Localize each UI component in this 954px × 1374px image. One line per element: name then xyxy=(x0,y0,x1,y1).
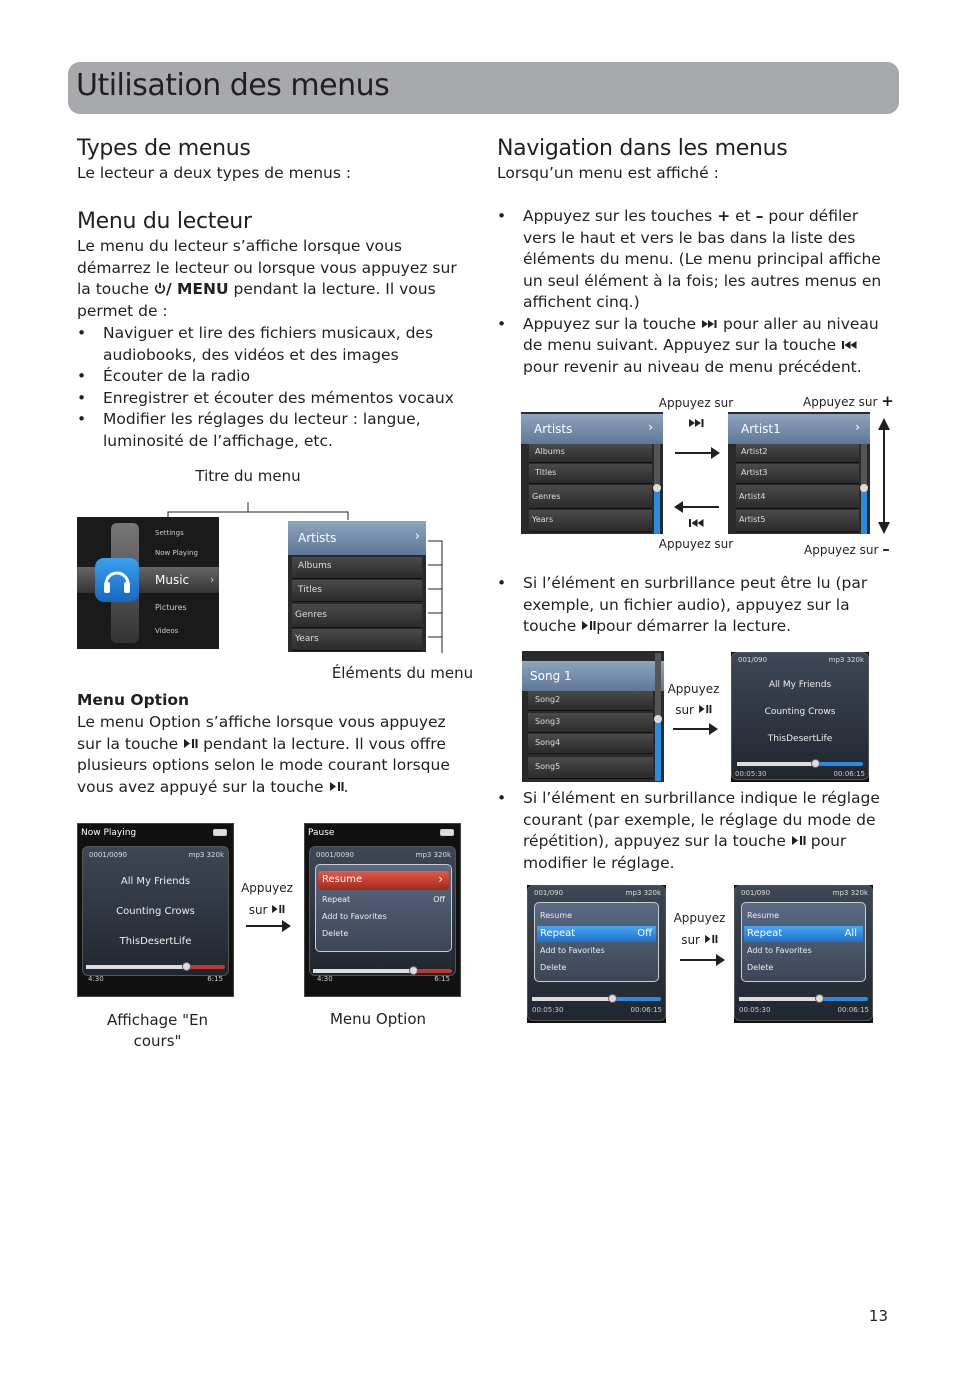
next-icon xyxy=(701,319,718,329)
track-format: mp3 320k xyxy=(625,889,661,897)
play-pause-icon xyxy=(791,835,806,846)
option-menu-text: Le menu Option s’affiche lorsque vous appuyez sur la touche pendant la lecture. Il vous offre plusieurs options selon le mode courant lorsque vous avez appuyé sur la touche . xyxy=(77,713,450,796)
arrow-left-icon xyxy=(676,506,719,508)
option-item-resume[interactable]: Resume › xyxy=(318,871,449,890)
menu-item[interactable]: Artist3 xyxy=(736,464,859,484)
repeat-value: Off xyxy=(433,895,445,904)
press-label: Appuyez sur xyxy=(667,682,720,717)
repeat-value: Off xyxy=(637,928,652,939)
menu-item[interactable]: Genres xyxy=(292,604,422,628)
track-number: 001/090 xyxy=(534,889,564,897)
track-format: mp3 320k xyxy=(415,851,451,859)
repeat-off-screen xyxy=(527,885,666,1023)
menu-item[interactable]: Years xyxy=(292,629,422,651)
battery-icon xyxy=(213,829,227,836)
option-item-repeat[interactable]: Repeat All xyxy=(744,926,863,942)
chevron-right-icon: › xyxy=(438,872,443,886)
option-popup xyxy=(741,902,866,982)
list-item: • Appuyez sur la touche pour aller au niveau de menu suivant. Appuyez sur la touche pour revenir au niveau de menu précédent. xyxy=(497,314,892,379)
list-item: • Écouter de la radio xyxy=(77,366,469,388)
press-previous-label: Appuyez sur xyxy=(656,517,736,551)
song-name: ThisDesertLife xyxy=(119,936,192,947)
screen-header: Now Playing xyxy=(81,828,137,838)
menu-item[interactable]: Song5 xyxy=(528,757,653,779)
nav-heading: Navigation dans les menus xyxy=(497,136,788,161)
chevron-right-icon: › xyxy=(210,573,215,586)
total-time: 00:06:15 xyxy=(833,770,865,778)
caption-option-menu: Menu Option xyxy=(329,1010,426,1028)
menu-item[interactable]: Song2 xyxy=(528,691,653,711)
list-item: • Naviguer et lire des fichiers musicaux, des audiobooks, des vidéos et des images xyxy=(77,323,469,366)
menu-title: Artists xyxy=(534,422,573,436)
menu-item[interactable]: Titles xyxy=(292,580,422,602)
menu-title: Artists xyxy=(298,531,337,545)
album-name: Counting Crows xyxy=(764,707,836,717)
chevron-right-icon: › xyxy=(855,420,860,434)
menu-item-videos[interactable]: Videos xyxy=(155,627,179,635)
option-item-resume[interactable]: Resume xyxy=(747,911,780,920)
repeat-value: All xyxy=(844,928,857,939)
play-pause-icon xyxy=(581,620,596,631)
page-title: Utilisation des menus xyxy=(76,68,390,103)
option-popup xyxy=(534,902,659,982)
menu-title-label: Titre du menu xyxy=(195,467,301,485)
option-item-resume[interactable]: Resume xyxy=(540,911,573,920)
scrollbar[interactable] xyxy=(861,444,867,534)
nav-artist-list-screen xyxy=(728,412,870,534)
types-heading: Types de menus xyxy=(77,136,251,161)
caption-now-playing: Affichage "En cours" xyxy=(106,1011,209,1050)
player-menu-heading: Menu du lecteur xyxy=(77,209,252,234)
total-time: 00:06:15 xyxy=(630,1006,662,1014)
list-item: • Modifier les réglages du lecteur : langue, luminosité de l’affichage, etc. xyxy=(77,409,469,452)
press-label: Appuyez sur xyxy=(673,911,726,947)
chevron-right-icon: › xyxy=(648,420,653,434)
option-item-repeat[interactable]: Repeat Off xyxy=(537,926,656,942)
artist-name: All My Friends xyxy=(120,876,191,887)
progress-bar[interactable] xyxy=(739,997,868,1001)
play-pause-icon xyxy=(704,934,718,944)
track-number: 0001/0090 xyxy=(316,851,354,859)
track-panel xyxy=(731,652,869,780)
song-name: ThisDesertLife xyxy=(767,734,833,744)
page-number: 13 xyxy=(868,1307,888,1325)
menu-title-bar xyxy=(288,521,426,555)
nav-artists-screen xyxy=(521,412,663,534)
menu-item-pictures[interactable]: Pictures xyxy=(155,603,187,612)
menu-item[interactable]: Albums xyxy=(292,557,422,579)
track-format: mp3 320k xyxy=(188,851,224,859)
total-time: 6:15 xyxy=(207,975,223,983)
next-icon xyxy=(688,418,705,428)
menu-title-bar xyxy=(522,661,664,691)
progress-bar[interactable] xyxy=(532,997,661,1001)
track-number: 001/090 xyxy=(738,656,768,664)
menu-item-music[interactable]: Music xyxy=(155,573,190,587)
track-number: 0001/0090 xyxy=(89,851,127,859)
headphones-icon xyxy=(95,558,139,602)
option-item-favorites[interactable]: Add to Favorites xyxy=(322,912,387,921)
total-time: 00:06:15 xyxy=(837,1006,869,1014)
option-item-favorites[interactable]: Add to Favorites xyxy=(540,946,605,955)
track-number: 001/090 xyxy=(741,889,771,897)
progress-bar[interactable] xyxy=(737,762,863,766)
option-item-delete[interactable]: Delete xyxy=(747,963,774,972)
play-pause-icon xyxy=(183,738,198,749)
menu-item[interactable]: Artist2 xyxy=(736,444,859,463)
progress-bar[interactable] xyxy=(86,965,225,969)
nav-bullets-3 xyxy=(497,788,892,874)
progress-bar[interactable] xyxy=(313,969,452,973)
press-label: Appuyez sur xyxy=(241,881,293,917)
list-item: • Si l’élément en surbrillance indique le réglage courant (par exemple, le réglage du mode de répétition), appuyez sur la touche pour modifier le réglage. xyxy=(497,788,892,874)
nav-intro: Lorsqu’un menu est affiché : xyxy=(497,164,719,182)
menu-items-label: Éléments du menu xyxy=(331,664,474,682)
scrollbar[interactable] xyxy=(655,653,661,781)
option-item-repeat[interactable]: Repeat xyxy=(322,895,351,904)
artists-menu-screen xyxy=(288,521,426,652)
play-pause-icon xyxy=(698,704,712,714)
option-item-delete[interactable]: Delete xyxy=(540,963,567,972)
play-pause-icon xyxy=(329,781,344,792)
press-plus-label: Appuyez sur + xyxy=(803,392,894,410)
press-minus-label: Appuyez sur – xyxy=(804,540,890,558)
arrow-right-icon xyxy=(673,728,716,730)
artist-name: All My Friends xyxy=(768,680,832,690)
nav-bullets-1 xyxy=(497,206,892,378)
menu-item[interactable]: Artist4 xyxy=(736,485,859,509)
song-list-screen xyxy=(522,651,664,782)
menu-item[interactable]: Song3 xyxy=(528,713,653,733)
menu-item[interactable]: Artist5 xyxy=(736,510,859,532)
track-format: mp3 320k xyxy=(832,889,868,897)
menu-item[interactable]: Titles xyxy=(529,464,652,484)
album-name: Counting Crows xyxy=(116,906,195,917)
elapsed-time: 00:05:30 xyxy=(735,770,767,778)
option-item-favorites[interactable]: Add to Favorites xyxy=(747,946,812,955)
up-down-arrow-icon xyxy=(875,416,893,536)
now-playing-screen xyxy=(77,823,234,997)
menu-item[interactable]: Albums xyxy=(529,444,652,463)
option-menu-screen xyxy=(304,823,461,997)
previous-icon xyxy=(688,518,705,528)
play-pause-icon xyxy=(271,904,285,914)
now-playing-screen-small xyxy=(731,652,869,782)
elapsed-time: 4:30 xyxy=(88,975,104,983)
screen-header: Pause xyxy=(308,828,335,838)
menu-title: Song 1 xyxy=(530,669,572,683)
previous-icon xyxy=(841,340,858,350)
total-time: 6:15 xyxy=(434,975,450,983)
elapsed-time: 00:05:30 xyxy=(532,1006,564,1014)
player-menu-text: Le menu du lecteur s’affiche lorsque vous démarrez le lecteur ou lorsque vous appuyez sur la touche / MENU pendant la lecture. Il vous permet de : xyxy=(77,237,457,320)
chevron-right-icon: › xyxy=(414,529,420,544)
track-panel xyxy=(82,846,229,976)
repeat-all-screen xyxy=(734,885,873,1023)
option-item-delete[interactable]: Delete xyxy=(322,929,349,938)
list-item: • Appuyez sur les touches + et – pour défiler vers le haut et vers le bas dans la liste des éléments du menu. (Le menu principal affiche un seul élément à la fois; les autres menus en affichent cinq.) xyxy=(497,206,892,314)
menu-title: Artist1 xyxy=(741,422,781,436)
elapsed-time: 00:05:30 xyxy=(739,1006,771,1014)
types-text: Le lecteur a deux types de menus : xyxy=(77,164,352,182)
arrow-right-icon xyxy=(675,452,718,454)
arrow-right-icon xyxy=(680,959,723,961)
menu-item[interactable]: Genres xyxy=(529,485,652,509)
option-popup xyxy=(315,864,452,952)
menu-item[interactable]: Years xyxy=(529,510,652,532)
option-menu-heading: Menu Option xyxy=(77,691,190,709)
arrow-right-icon xyxy=(246,925,289,927)
menu-title-bar xyxy=(521,414,663,444)
menu-item-now-playing[interactable]: Now Playing xyxy=(155,549,198,557)
menu-item[interactable]: Song4 xyxy=(528,734,653,754)
press-next-label: Appuyez sur xyxy=(656,396,736,431)
title-banner xyxy=(68,62,899,114)
home-menu-screen xyxy=(77,517,219,649)
menu-item-settings[interactable]: Settings xyxy=(155,529,184,537)
list-item: • Enregistrer et écouter des mémentos vocaux xyxy=(77,388,469,410)
elapsed-time: 4:30 xyxy=(317,975,333,983)
track-format: mp3 320k xyxy=(828,656,864,664)
player-menu-bullets xyxy=(77,323,469,452)
nav-bullets-2 xyxy=(497,573,892,638)
menu-title-bar xyxy=(728,414,870,444)
power-icon xyxy=(154,282,166,295)
battery-icon xyxy=(440,829,454,836)
list-item: • Si l’élément en surbrillance peut être lu (par exemple, un fichier audio), appuyez sur la touche pour démarrer la lecture. xyxy=(497,573,892,638)
